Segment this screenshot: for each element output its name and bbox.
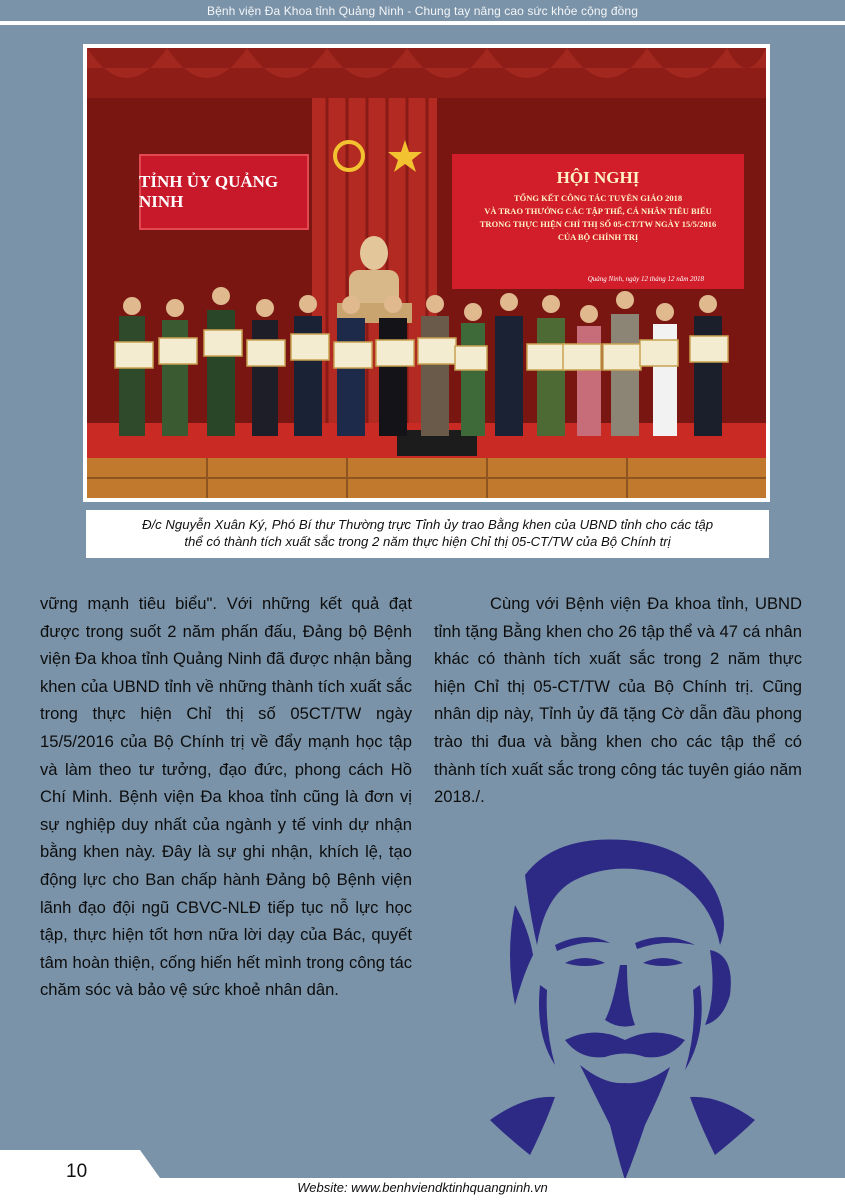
body-right-column — [434, 590, 802, 811]
banner-conference-subtitle: TỔNG KẾT CÔNG TÁC TUYÊN GIÁO 2018 VÀ TRAO THƯỞNG CÁC TẬP THỂ, CÁ NHÂN TIÊU BIỂU TRONG THỰC HIỆN CHỈ THỊ SỐ 05-CT/TW NGÀY 15/5/2016 CỦA BỘ CHÍNH TRỊ — [479, 193, 717, 242]
banner-provincial-committee: TỈNH ỦY QUẢNG NINH — [139, 154, 309, 230]
page-number: 10 — [66, 1161, 88, 1182]
left-paragraph: vững mạnh tiêu biểu". Với những kết quả đạt được trong suốt 2 năm phấn đấu, Đảng bộ Bệnh viện Đa khoa tỉnh Quảng Ninh đã được nhận bằng khen của UBND tỉnh về những thành tích xuất sắc trong thực hiện Chỉ thị số 05CT/TW ngày 15/5/2016 của Bộ Chính trị về đẩy mạnh học tập và làm theo tư tưởng, đạo đức, phong cách Hồ Chí Minh. Bệnh viện Đa khoa tỉnh cũng là đơn vị sự nghiệp duy nhất của ngành y tế vinh dự nhận bằng khen này. Đây là sự ghi nhận, khích lệ, tạo động lực cho Ban chấp hành Đảng bộ Bệnh viện lãnh đạo đội ngũ CBVC-NLĐ tiếp tục nỗ lực học tập, thực hiện tốt hơn nữa lời dạy của Bác, quyết tâm hoàn thiện, cống hiến hết mình trong công tác chăm sóc và bảo vệ sức khoẻ nhân dân. — [40, 594, 412, 1000]
header-divider — [0, 21, 845, 25]
photo-caption — [86, 510, 769, 558]
banner-conference — [452, 154, 744, 289]
caption-line-1: Đ/c Nguyễn Xuân Ký, Phó Bí thư Thường trực Tỉnh ủy trao Bằng khen của UBND tỉnh cho các tập — [141, 517, 714, 532]
footer-website: Website: www.benhviendktinhquangninh.vn — [297, 1180, 548, 1195]
ho-chi-minh-portrait-illustration — [485, 835, 760, 1180]
body-left-column — [40, 590, 412, 1004]
caption-line-2: thể có thành tích xuất sắc trong 2 năm thực hiện Chỉ thị 05-CT/TW của Bộ Chính trị — [184, 534, 671, 549]
event-photo — [87, 48, 766, 498]
event-photo-frame — [83, 44, 770, 502]
banner-conference-date: Quảng Ninh, ngày 12 tháng 12 năm 2018 — [587, 275, 704, 283]
banner-conference-title: HỘI NGHỊ — [556, 168, 640, 187]
right-paragraph: Cùng với Bệnh viện Đa khoa tỉnh, UBND tỉnh tặng Bằng khen cho 26 tập thể và 47 cá nhân khác có thành tích xuất sắc trong 2 năm thực hiện Chỉ thị 05-CT/TW của Bộ Chính trị. Cũng nhân dịp này, Tỉnh ủy đã tặng Cờ dẫn đầu phong trào thi đua và bằng khen cho các tập thể có thành tích xuất sắc trong công tác tuyên giáo năm 2018./. — [434, 594, 802, 807]
header-title: Bệnh viện Đa Khoa tỉnh Quảng Ninh - Chung tay nâng cao sức khỏe cộng đồng — [207, 4, 638, 18]
